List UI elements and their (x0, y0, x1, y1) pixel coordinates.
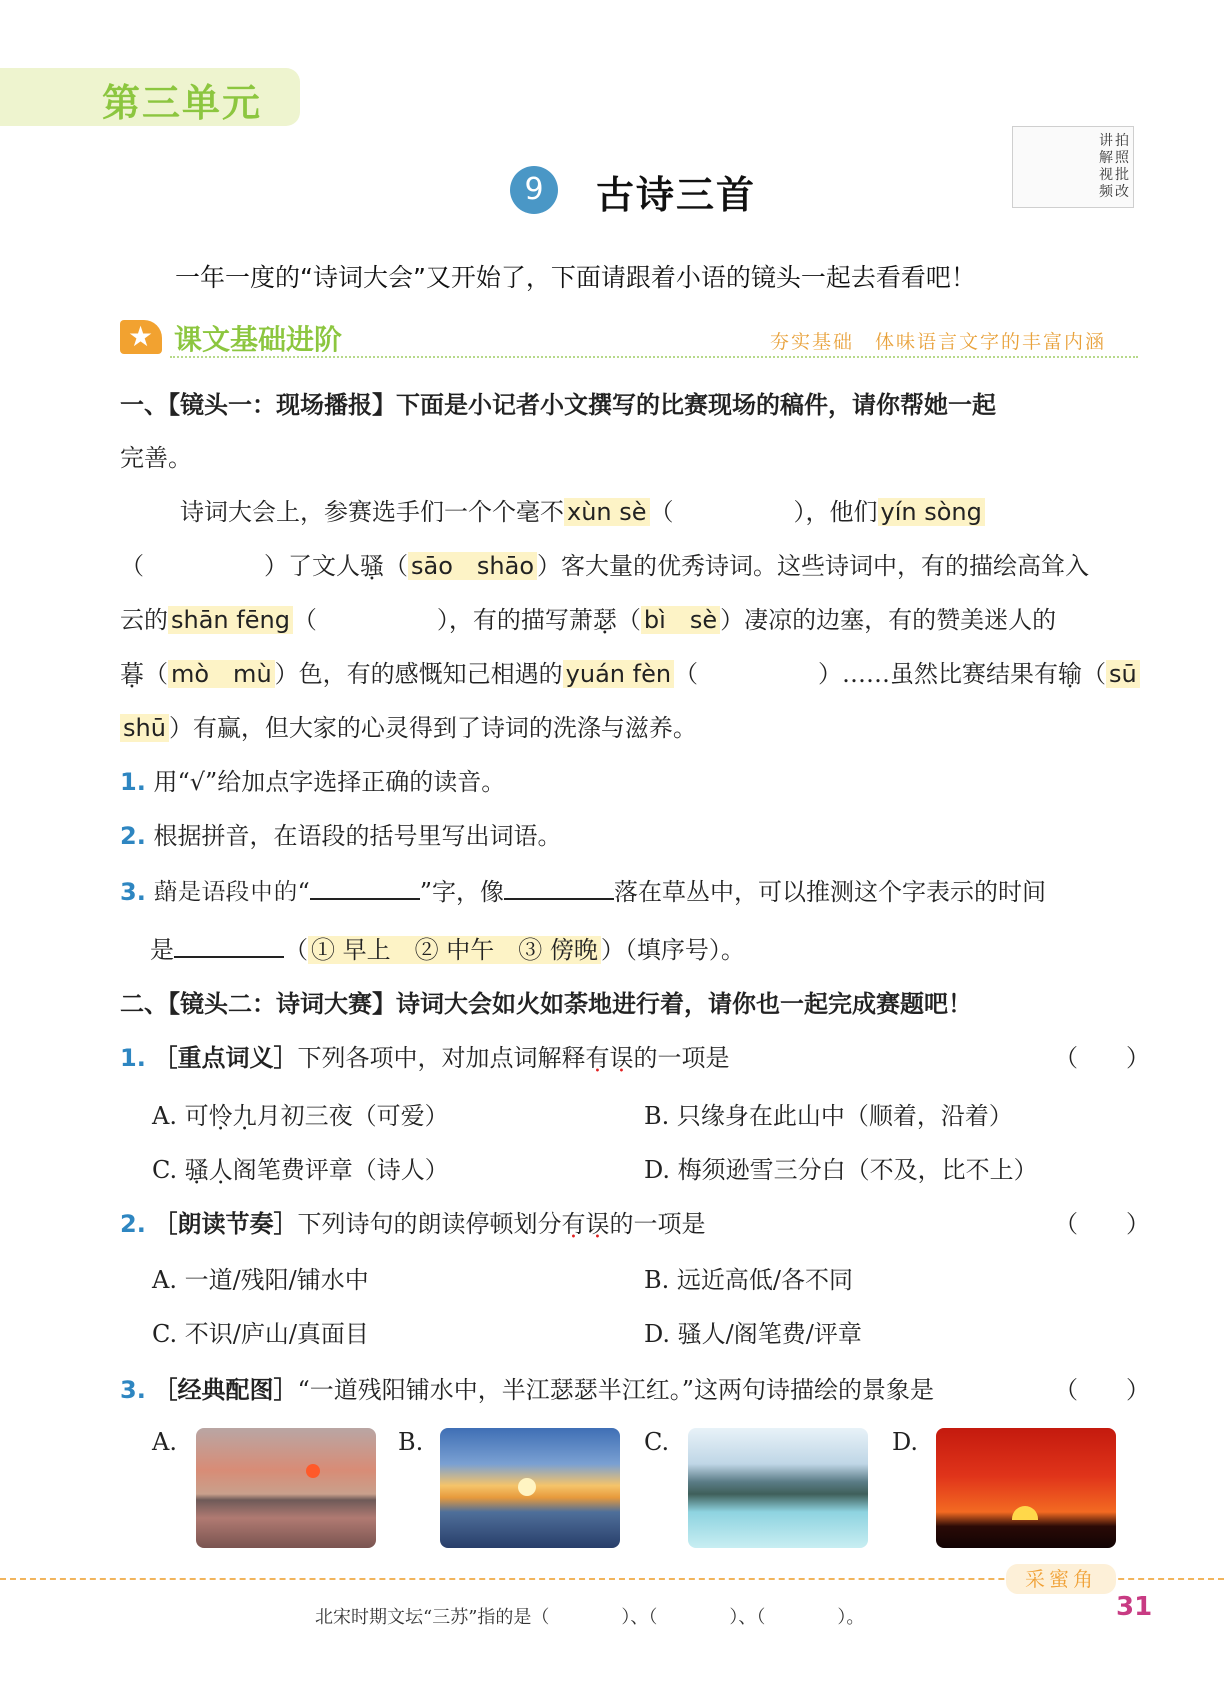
image-label-a: A. (152, 1428, 177, 1456)
answer-paren[interactable]: （ ） (1054, 1044, 1150, 1072)
part1-question-1: 1. 用“√”给加点字选择正确的读音。 (120, 768, 506, 796)
part1-question-3-line2: 是 （ ① 早上 ② 中午 ③ 傍晚 ）（填序号）。 (150, 936, 745, 964)
ancient-glyph: 𦿃 (153, 878, 178, 906)
footer-question: 北宋时期文坛“三苏”指的是（ ）、（ ）、（ ）。 (315, 1607, 865, 1628)
footer-tag: 采蜜角 (1006, 1564, 1116, 1594)
qr-label-col2: 拍 照 批 改 (1115, 133, 1129, 200)
answer-paren[interactable]: （ ） (1054, 1210, 1150, 1238)
option-c[interactable]: C. 骚人阁笔费评章（诗人） (152, 1156, 449, 1184)
answer-blank[interactable] (310, 878, 420, 900)
lesson-number-badge: 9 (510, 166, 558, 214)
page-number: 31 (1116, 1592, 1153, 1622)
lesson-intro: 一年一度的“诗词大会”又开始了，下面请跟着小语的镜头一起去看看吧！ (175, 263, 976, 292)
part2-heading: 二、【镜头二：诗词大赛】诗词大会如火如荼地进行着，请你也一起完成赛题吧！ (120, 990, 972, 1018)
part1-heading-line1: 一、【镜头一：现场播报】下面是小记者小文撰写的比赛现场的稿件，请你帮她一起 (120, 391, 996, 419)
video-explanation-box[interactable] (1012, 126, 1134, 208)
part2-question-1: 1. ［重点词义］下列各项中，对加点词解释有误的一项是 (120, 1043, 730, 1072)
paragraph-line-1: 诗词大会上，参赛选手们一个个毫不 xùn sè （ ），他们 yín sòng (180, 492, 985, 527)
paragraph-line-3: 云的 shān fēng （ ），有的描写萧瑟（ bì sè ）凄凉的边塞，有的赞美迷人的 (120, 606, 1057, 634)
option-d[interactable]: D. 骚人/阁笔费/评章 (644, 1320, 862, 1348)
option-d[interactable]: D. 梅须逊雪三分白（不及，比不上） (644, 1156, 1038, 1184)
lesson-title: 古诗三首 (596, 172, 757, 217)
sunset-river-image[interactable] (196, 1428, 376, 1548)
section-subtitle: 夯实基础 体味语言文字的丰富内涵 (770, 331, 1107, 353)
option-a[interactable]: A. 一道/残阳/铺水中 (152, 1266, 369, 1294)
sunset-lake-image[interactable] (440, 1428, 620, 1548)
answer-paren[interactable]: （ ） (1054, 1376, 1150, 1404)
paragraph-line-5: shū ）有赢，但大家的心灵得到了诗词的洗涤与滋养。 (120, 708, 697, 743)
section-title: 课文基础进阶 (174, 323, 343, 356)
option-b[interactable]: B. 只缘身在此山中（顺着，沿着） (644, 1102, 1013, 1130)
answer-blank[interactable] (174, 936, 284, 958)
paragraph-line-2: （ ）了文人骚（ sāo shāo ）客大量的优秀诗词。这些诗词中，有的描绘高耸入 (120, 552, 1089, 580)
part1-question-2: 2. 根据拼音，在语段的括号里写出词语。 (120, 822, 562, 850)
option-a[interactable]: A. 可怜九月初三夜（可爱） (152, 1102, 449, 1130)
part1-heading-line2: 完善。 (120, 444, 192, 472)
image-label-b: B. (398, 1428, 424, 1456)
option-b[interactable]: B. 远近高低/各不同 (644, 1266, 853, 1294)
image-label-d: D. (892, 1428, 919, 1456)
star-icon: ★ (120, 320, 162, 354)
qr-label-col1: 讲 解 视 频 (1099, 133, 1113, 200)
part2-question-2: 2. ［朗读节奏］下列诗句的朗读停顿划分有误的一项是 (120, 1209, 706, 1238)
paragraph-line-4: 暮（ mò mù ）色，有的感慨知己相遇的 yuán fèn （ ）……虽然比赛结果有输（ sū (120, 654, 1140, 689)
red-sunset-image[interactable] (936, 1428, 1116, 1548)
section-divider (170, 356, 1138, 358)
image-label-c: C. (644, 1428, 670, 1456)
option-c[interactable]: C. 不识/庐山/真面目 (152, 1320, 369, 1348)
unit-title: 第三单元 (102, 81, 263, 125)
answer-blank[interactable] (504, 878, 614, 900)
part1-question-3: 3. 𦿃是语段中的“ ”字，像 落在草丛中，可以推测这个字表示的时间 (120, 878, 1047, 906)
mountain-river-image[interactable] (688, 1428, 868, 1548)
part2-question-3: 3. ［经典配图］“一道残阳铺水中，半江瑟瑟半江红。”这两句诗描绘的景象是 (120, 1375, 935, 1404)
